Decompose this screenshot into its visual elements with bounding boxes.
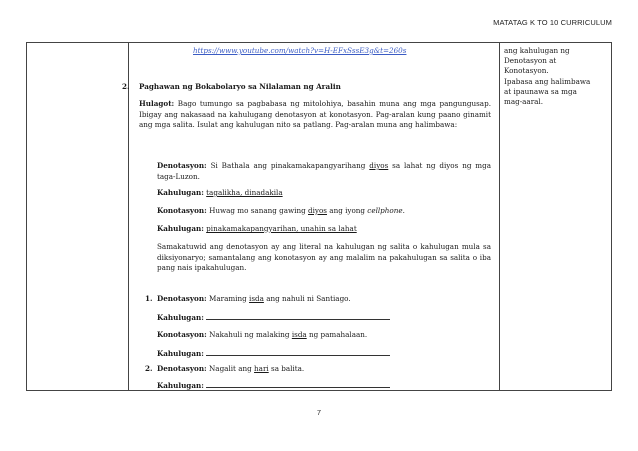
answer-blank[interactable] (206, 348, 390, 356)
notes-line: at ipaunawa sa mga (504, 86, 577, 96)
answer-blank[interactable] (206, 380, 390, 388)
notes-line: ang kahulugan ng (504, 46, 570, 55)
example-denotasyon (157, 161, 491, 182)
denotasyon-label: Denotasyon: (157, 364, 207, 373)
denotasyon-text: Maraming (209, 294, 247, 303)
konotasyon-word: isda (291, 330, 307, 339)
notes-line: Ipabasa ang halimbawa (504, 76, 591, 86)
page-number: 7 (316, 408, 322, 417)
example-konotasyon (157, 206, 405, 217)
instruction-label: Hulagot: (139, 99, 175, 108)
denotasyon-word: diyos (369, 161, 389, 170)
item-2-denotasyon (157, 364, 304, 375)
denotasyon-word: hari (254, 364, 269, 373)
item-1-kahulugan (157, 312, 390, 324)
kahulugan-label: Kahulugan: (157, 224, 204, 233)
notes-line: Konotasyon. (504, 66, 549, 76)
section-title: Paghawan ng Bokabolaryo sa Nilalaman ng Aralin (139, 82, 341, 91)
denotasyon-text-after: ang nahuli ni Santiago. (266, 294, 351, 303)
denotasyon-text-after: sa lahat ng diyos ng mga taga-Luzon. (157, 161, 491, 181)
kahulugan-label: Kahulugan: (157, 381, 204, 390)
konotasyon-end: . (402, 206, 405, 215)
column-divider (499, 43, 500, 390)
notes-cell (504, 46, 609, 107)
kahulugan-answer: tagalikha, dinadakila (206, 188, 283, 197)
item-1-denotasyon (157, 294, 351, 305)
lesson-table (26, 42, 612, 391)
konotasyon-word: diyos (308, 206, 327, 215)
denotasyon-text: Nagalit ang (209, 364, 252, 373)
kahulugan-label: Kahulugan: (157, 188, 204, 197)
item-1-konotasyon (157, 330, 367, 341)
denotasyon-word: isda (249, 294, 264, 303)
notes-line: mag-aaral. (504, 97, 544, 107)
column-divider (128, 43, 129, 390)
konotasyon-label: Konotasyon: (157, 330, 207, 339)
konotasyon-text: Nakahuli ng malaking (209, 330, 290, 339)
kahulugan-label: Kahulugan: (157, 313, 204, 322)
item-2-kahulugan (157, 380, 390, 392)
konotasyon-italic: cellphone (367, 206, 403, 215)
example-kahulugan-1 (157, 188, 283, 199)
example-kahulugan-2 (157, 224, 357, 235)
denotasyon-text: Si Bathala ang pinakamakapangyarihang (210, 161, 366, 170)
curriculum-header: MATATAG K TO 10 CURRICULUM (493, 18, 612, 27)
konotasyon-text-middle: ang iyong (329, 206, 365, 215)
konotasyon-text-after: ng pamahalaan. (309, 330, 368, 339)
denotasyon-label: Denotasyon: (157, 161, 207, 170)
kahulugan-answer: pinakamakapangyarihan, unahin sa lahat (206, 224, 357, 233)
answer-blank[interactable] (206, 312, 390, 320)
denotasyon-text-after: sa balita. (271, 364, 305, 373)
konotasyon-text: Huwag mo sanang gawing (209, 206, 306, 215)
item-1-kahulugan-2 (157, 348, 390, 360)
section-number: 2. (122, 82, 130, 91)
kahulugan-label: Kahulugan: (157, 349, 204, 358)
denotasyon-label: Denotasyon: (157, 294, 207, 303)
item-number: 1. (145, 294, 153, 303)
instruction-paragraph (139, 99, 491, 131)
example-summary: Samakatuwid ang denotasyon ay ang literal na kahulugan ng salita o kahulugan mula sa diksiyonaryo; samantalang ang konotasyon ay ang malalim na pakahulugan sa salita o iba pang nais ipakahulugan. (157, 242, 491, 273)
notes-line: Denotasyon at (504, 56, 557, 66)
video-link[interactable]: https://www.youtube.com/watch?v=H-EFxSssE3g&t=260s (193, 46, 407, 55)
item-number: 2. (145, 364, 153, 373)
instruction-text: Bago tumungo sa pagbabasa ng mitolohiya, basahin muna ang mga pangungusap. Ibigay ang nakasaad na kahulugang denotasyon at konotasyon. Pag-aralan kung paano ginamit ang mga salita. Isulat ang kahulugan nito sa patlang. Pag-aralan muna ang halimbawa: (139, 99, 491, 130)
konotasyon-label: Konotasyon: (157, 206, 207, 215)
